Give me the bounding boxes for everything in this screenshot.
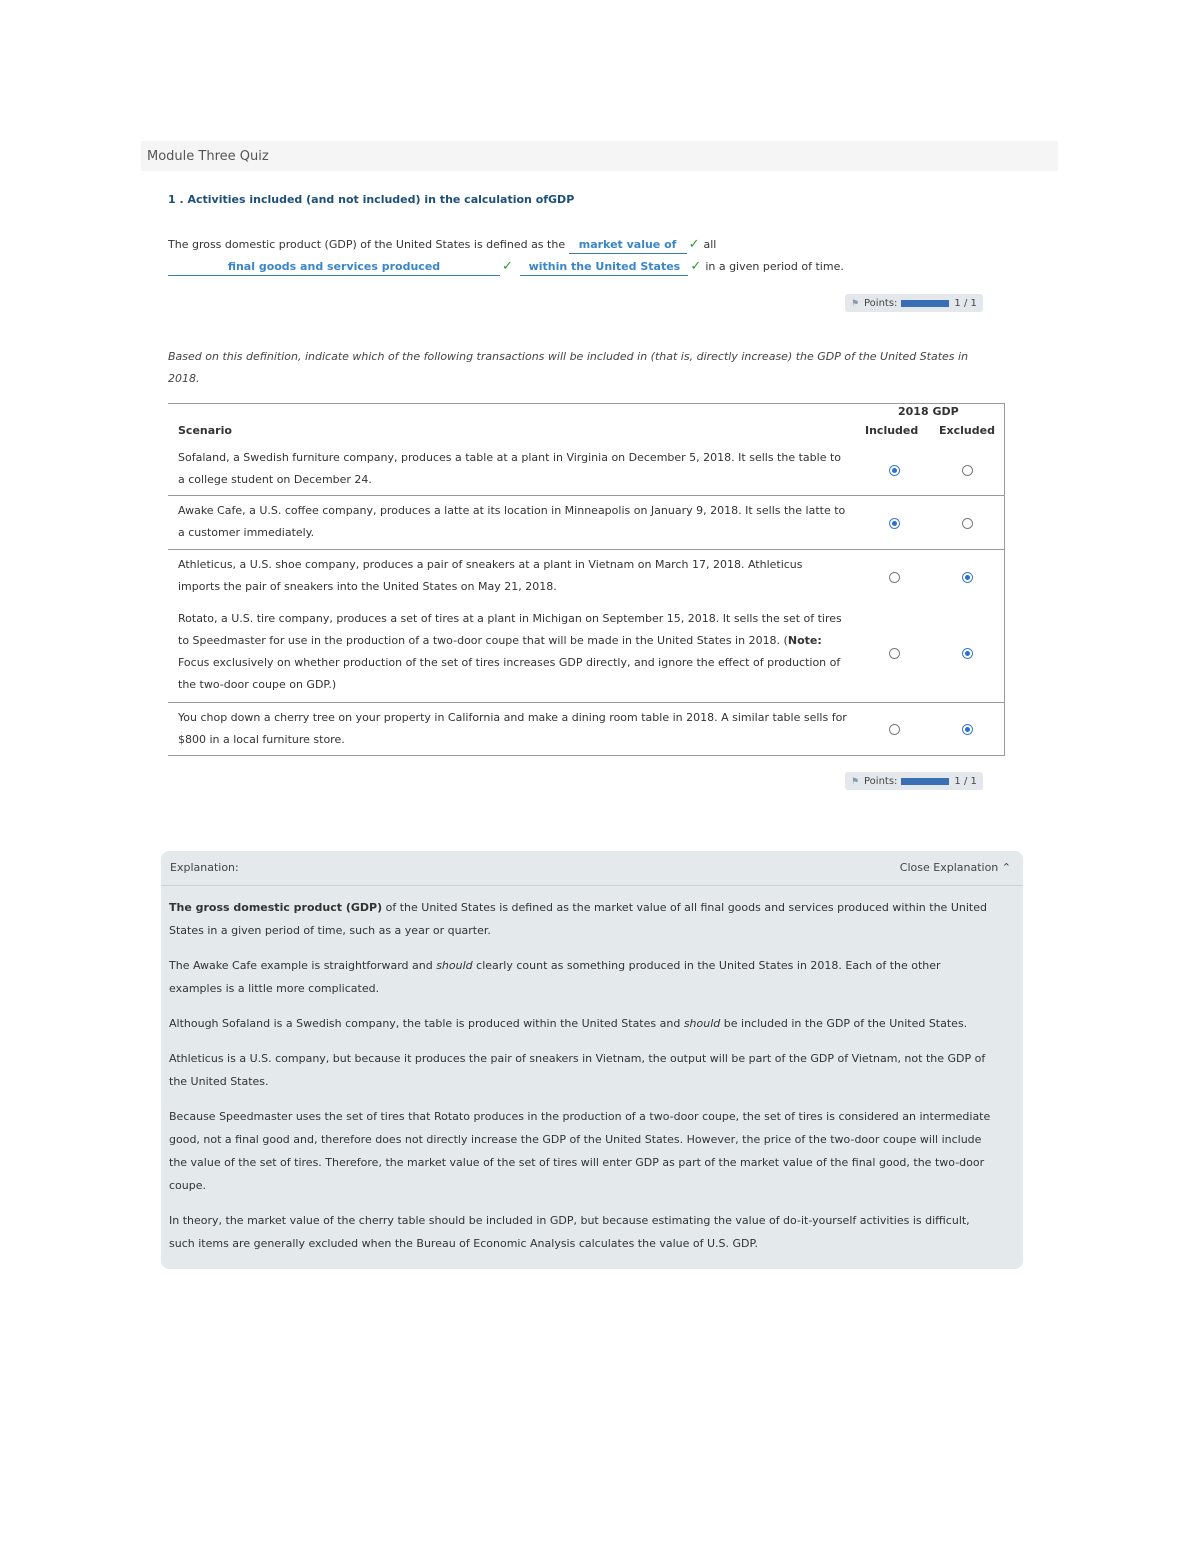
instructions: Based on this definition, indicate which of the following transactions will be included in (that is, directly increase) the GDP of the United States in 2018. — [168, 350, 969, 385]
scenario-text: Athleticus, a U.S. shoe company, produces a pair of sneakers at a plant in Vietnam on March 17, 2018. Athleticus imports the pair of sneakers into the United States on May 21, 2018. — [178, 558, 803, 593]
scenario-text: You chop down a cherry tree on your property in California and make a dining room table in 2018. A similar table sells for $800 in a local furniture store. — [178, 711, 847, 746]
definition-text: The gross domestic product (GDP) of the United States is defined as the — [168, 238, 566, 251]
blank-final-goods[interactable]: final goods and services produced — [168, 259, 500, 276]
scenario-text-main: Rotato, a U.S. tire company, produces a set of tires at a plant in Michigan on September 15, 2018. It sells the set of tires to Speedmaster for use in the production of a two-door coupe that will be made in the United States in 2018. — [178, 612, 842, 647]
explanation-text: The Awake Cafe example is straightforward and — [169, 959, 433, 972]
blank-market-value[interactable]: market value of — [569, 237, 687, 254]
explanation-paragraph: In theory, the market value of the cherry table should be included in GDP, but because estimating the value of do-it-yourself activities is difficult, such items are generally excluded when the Bureau of Economic Analysis calculates the value of U.S. GDP. — [169, 1214, 970, 1250]
radio-excluded[interactable] — [962, 465, 973, 476]
radio-included[interactable] — [889, 572, 900, 583]
points-label: Points: — [864, 775, 898, 787]
explanation-body — [169, 896, 995, 1267]
explanation-paragraph — [169, 954, 995, 1000]
radio-included[interactable] — [889, 518, 900, 529]
col-scenario: Scenario — [178, 424, 232, 437]
radio-excluded[interactable] — [962, 518, 973, 529]
close-explanation-button[interactable]: Close Explanation ⌃ — [899, 861, 1011, 874]
quiz-title: Module Three Quiz — [147, 148, 269, 164]
explanation-emphasis: should — [436, 959, 473, 972]
table-row — [168, 550, 1004, 604]
check-icon: ✓ — [690, 259, 702, 274]
explanation-paragraph: Athleticus is a U.S. company, but because it produces the pair of sneakers in Vietnam, the output will be part of the GDP of Vietnam, not the GDP of the United States. — [169, 1052, 986, 1088]
scenario-text: Sofaland, a Swedish furniture company, produces a table at a plant in Virginia on December 5, 2018. It sells the table to a college student on December 24. — [178, 451, 841, 486]
note-label: Note: — [787, 634, 822, 647]
points-badge — [845, 294, 983, 312]
scenario-text: Rotato, a U.S. tire company, produces a set of tires at a plant in Michigan on September 15, 2018. It sells the set of tires to Speedmaster for use in the production of a two-door coupe that will be made in the United States in 2018. (Note: Focus exclusively on whether production of the set of tires increases GDP directly, and ignore the effect of production of the two-door coupe on GDP.) — [178, 612, 842, 691]
table-row — [168, 703, 1004, 756]
flag-icon: ⚑ — [851, 776, 860, 787]
table-row — [168, 604, 1004, 703]
scenario-note: Focus exclusively on whether production of the set of tires increases GDP directly, and ignore the effect of production of the two-door coupe on GDP. — [178, 656, 841, 691]
question-title: 1 . Activities included (and not included) in the calculation ofGDP — [168, 193, 575, 206]
definition-text: all — [703, 238, 717, 251]
table-row — [168, 496, 1004, 550]
points-progress-bar — [901, 778, 949, 785]
check-icon: ✓ — [502, 259, 513, 274]
explanation-panel — [161, 851, 1023, 1269]
explanation-text: of the United States is defined as the market value of all final goods and services produced within the United States in a given period of time, such as a year or quarter. — [169, 901, 987, 937]
radio-included[interactable] — [889, 724, 900, 735]
gdp-definition — [168, 234, 998, 278]
table-header — [168, 404, 1004, 446]
explanation-header — [161, 851, 1023, 886]
col-group-2018-gdp: 2018 GDP — [898, 405, 959, 418]
check-icon: ✓ — [688, 237, 700, 252]
col-excluded: Excluded — [939, 424, 995, 437]
radio-included[interactable] — [889, 465, 900, 476]
table-row — [168, 446, 1004, 496]
explanation-paragraph — [169, 896, 995, 942]
points-value: 1 / 1 — [954, 775, 977, 787]
explanation-label: Explanation: — [170, 861, 239, 874]
explanation-text: be included in the GDP of the United States. — [723, 1017, 968, 1030]
points-value: 1 / 1 — [954, 297, 977, 309]
radio-included[interactable] — [889, 648, 900, 659]
definition-text: in a given period of time. — [705, 260, 844, 273]
explanation-paragraph — [169, 1012, 995, 1035]
explanation-text: clearly count as something produced in the United States in 2018. Each of the other examples is a little more complicated. — [169, 959, 941, 995]
explanation-paragraph: Because Speedmaster uses the set of tires that Rotato produces in the production of a two-door coupe, the set of tires is considered an intermediate good, not a final good and, therefore does not directly increase the GDP of the United States. However, the price of the two-door coupe will include the value of the set of tires. Therefore, the market value of the set of tires will enter GDP as part of the market value of the final good, the two-door coupe. — [169, 1110, 991, 1192]
explanation-emphasis: should — [683, 1017, 721, 1030]
radio-excluded[interactable] — [962, 724, 973, 735]
points-badge — [845, 772, 983, 790]
blank-within-us[interactable]: within the United States — [520, 259, 688, 276]
flag-icon: ⚑ — [851, 298, 860, 309]
explanation-text: Although Sofaland is a Swedish company, the table is produced within the United States and — [169, 1017, 681, 1030]
radio-excluded[interactable] — [962, 572, 973, 583]
gdp-term: The gross domestic product (GDP) — [169, 901, 383, 914]
radio-excluded[interactable] — [962, 648, 973, 659]
scenario-table — [168, 403, 1005, 756]
points-progress-bar — [901, 300, 949, 307]
quiz-header — [141, 141, 1058, 171]
scenario-text: Awake Cafe, a U.S. coffee company, produces a latte at its location in Minneapolis on January 9, 2018. It sells the latte to a customer immediately. — [178, 504, 846, 539]
col-included: Included — [865, 424, 919, 437]
points-label: Points: — [864, 297, 898, 309]
